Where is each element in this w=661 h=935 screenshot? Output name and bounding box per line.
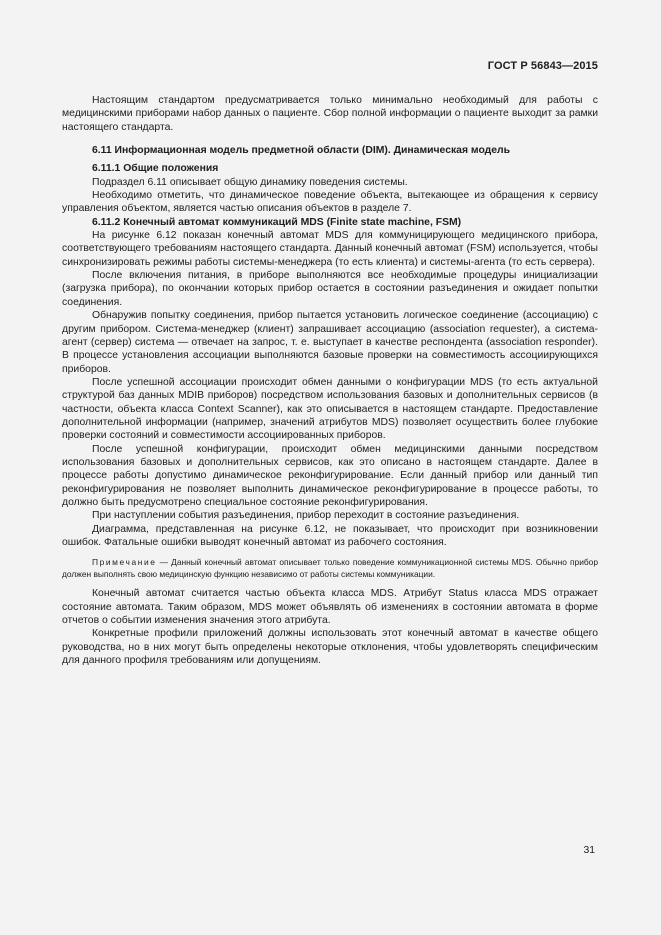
note-label: Примечание [92,557,157,568]
paragraph: Подраздел 6.11 описывает общую динамику поведения системы. [92,176,408,188]
page-number: 31 [583,845,595,856]
paragraph: После успешной конфигурации, происходит обмен медицинскими данными посредством использования базовых и дополнительных сервисов, как это описано в настоящем стандарте. Далее в процессе работы допустимо динамическое реконфигурирование. Если данный прибор или данный тип реконфигурирования не позволяет выполнить динамическое реконфигурирование в процессе работы, то должно быть предусмотрено специальное состояние реконфигурирования. [62,443,598,508]
paragraph: Обнаружив попытку соединения, прибор пытается установить логическое соединение (ассоциацию) с другим прибором. Система-менеджер (клиент) запрашивает ассоциацию (association requester), а система-агент (сервер) система — отвечает на запрос, т. е. выступает в качестве респондента (association responder). В процессе установления ассоциации выполняются базовые проверки на совместимость ассоциирующихся приборов. [62,310,598,375]
paragraph: Диаграмма, представленная на рисунке 6.12, не показывает, что происходит при возникновении ошибок. Фатальные ошибки выводят конечный автомат из рабочего состояния. [62,523,598,548]
section-6-11-1-title: 6.11.1 Общие положения [92,163,219,175]
paragraph: После включения питания, в приборе выполняются все необходимые процедуры инициализации (загрузка прибора), по окончании которых прибор остается в состоянии разъединения и ожидает попытки соединения. [62,270,598,308]
paragraph: После успешной ассоциации происходит обмен данными о конфигурации MDS (то есть актуальной структурой баз данных MDIB приборов) посредством использования базовых и дополнительных сервисов (в частности, объекта класса Context Scanner), как это описывается в настоящем стандарте. Предоставление дополнительной информации (например, значений атрибутов MDS) позволяет осуществить более глубокие проверки состояний и совместимости ассоциированных приборов. [62,376,598,442]
note-text: — Данный конечный автомат описывает только поведение коммуникационной системы MDS. Обычно прибор должен выполнять свою медицинскую функцию независимо от работы системы коммуникации. [62,557,598,579]
note [62,557,598,580]
paragraph: При наступлении события разъединения, прибор переходит в состояние разъединения. [92,510,520,522]
paragraph: Необходимо отметить, что динамическое поведение объекта, вытекающее из обращения к сервису управления объектом, является частью описания объектов в разделе 7. [62,190,598,215]
page-body [62,94,598,667]
paragraph: Конечный автомат считается частью объекта класса MDS. Атрибут Status класса MDS отражает состояние автомата. Таким образом, MDS может объявлять об изменениях в состоянии автомата в форме отчетов о событии изменения значения этого атрибута. [62,588,598,627]
paragraph: Конкретные профили приложений должны использовать этот конечный автомат в качестве общего руководства, но в них могут быть определены некоторые отклонения, чтобы удовлетворять специфическим для данного профиля требованиям или допущениям. [62,628,598,667]
intro-paragraph: Настоящим стандартом предусматривается только минимально необходимый для работы с медицинскими приборами набор данных о пациенте. Сбор полной информации о пациенте выходит за рамки настоящего стандарта. [62,95,598,133]
document-header: ГОСТ Р 56843—2015 [487,60,598,72]
section-6-11-2-title: 6.11.2 Конечный автомат коммуникаций MDS (Finite state machine, FSM) [92,216,462,228]
section-6-11-title: 6.11 Информационная модель предметной области (DIM). Динамическая модель [92,145,511,157]
paragraph: На рисунке 6.12 показан конечный автомат MDS для коммуницирующего медицинского прибора, соответствующего требованиям настоящего стандарта. Данный конечный автомат (FSM) используется, чтобы синхронизировать режимы работы системы-менеджера (то есть клиента) и системы-агента (то есть сервера). [62,230,598,268]
